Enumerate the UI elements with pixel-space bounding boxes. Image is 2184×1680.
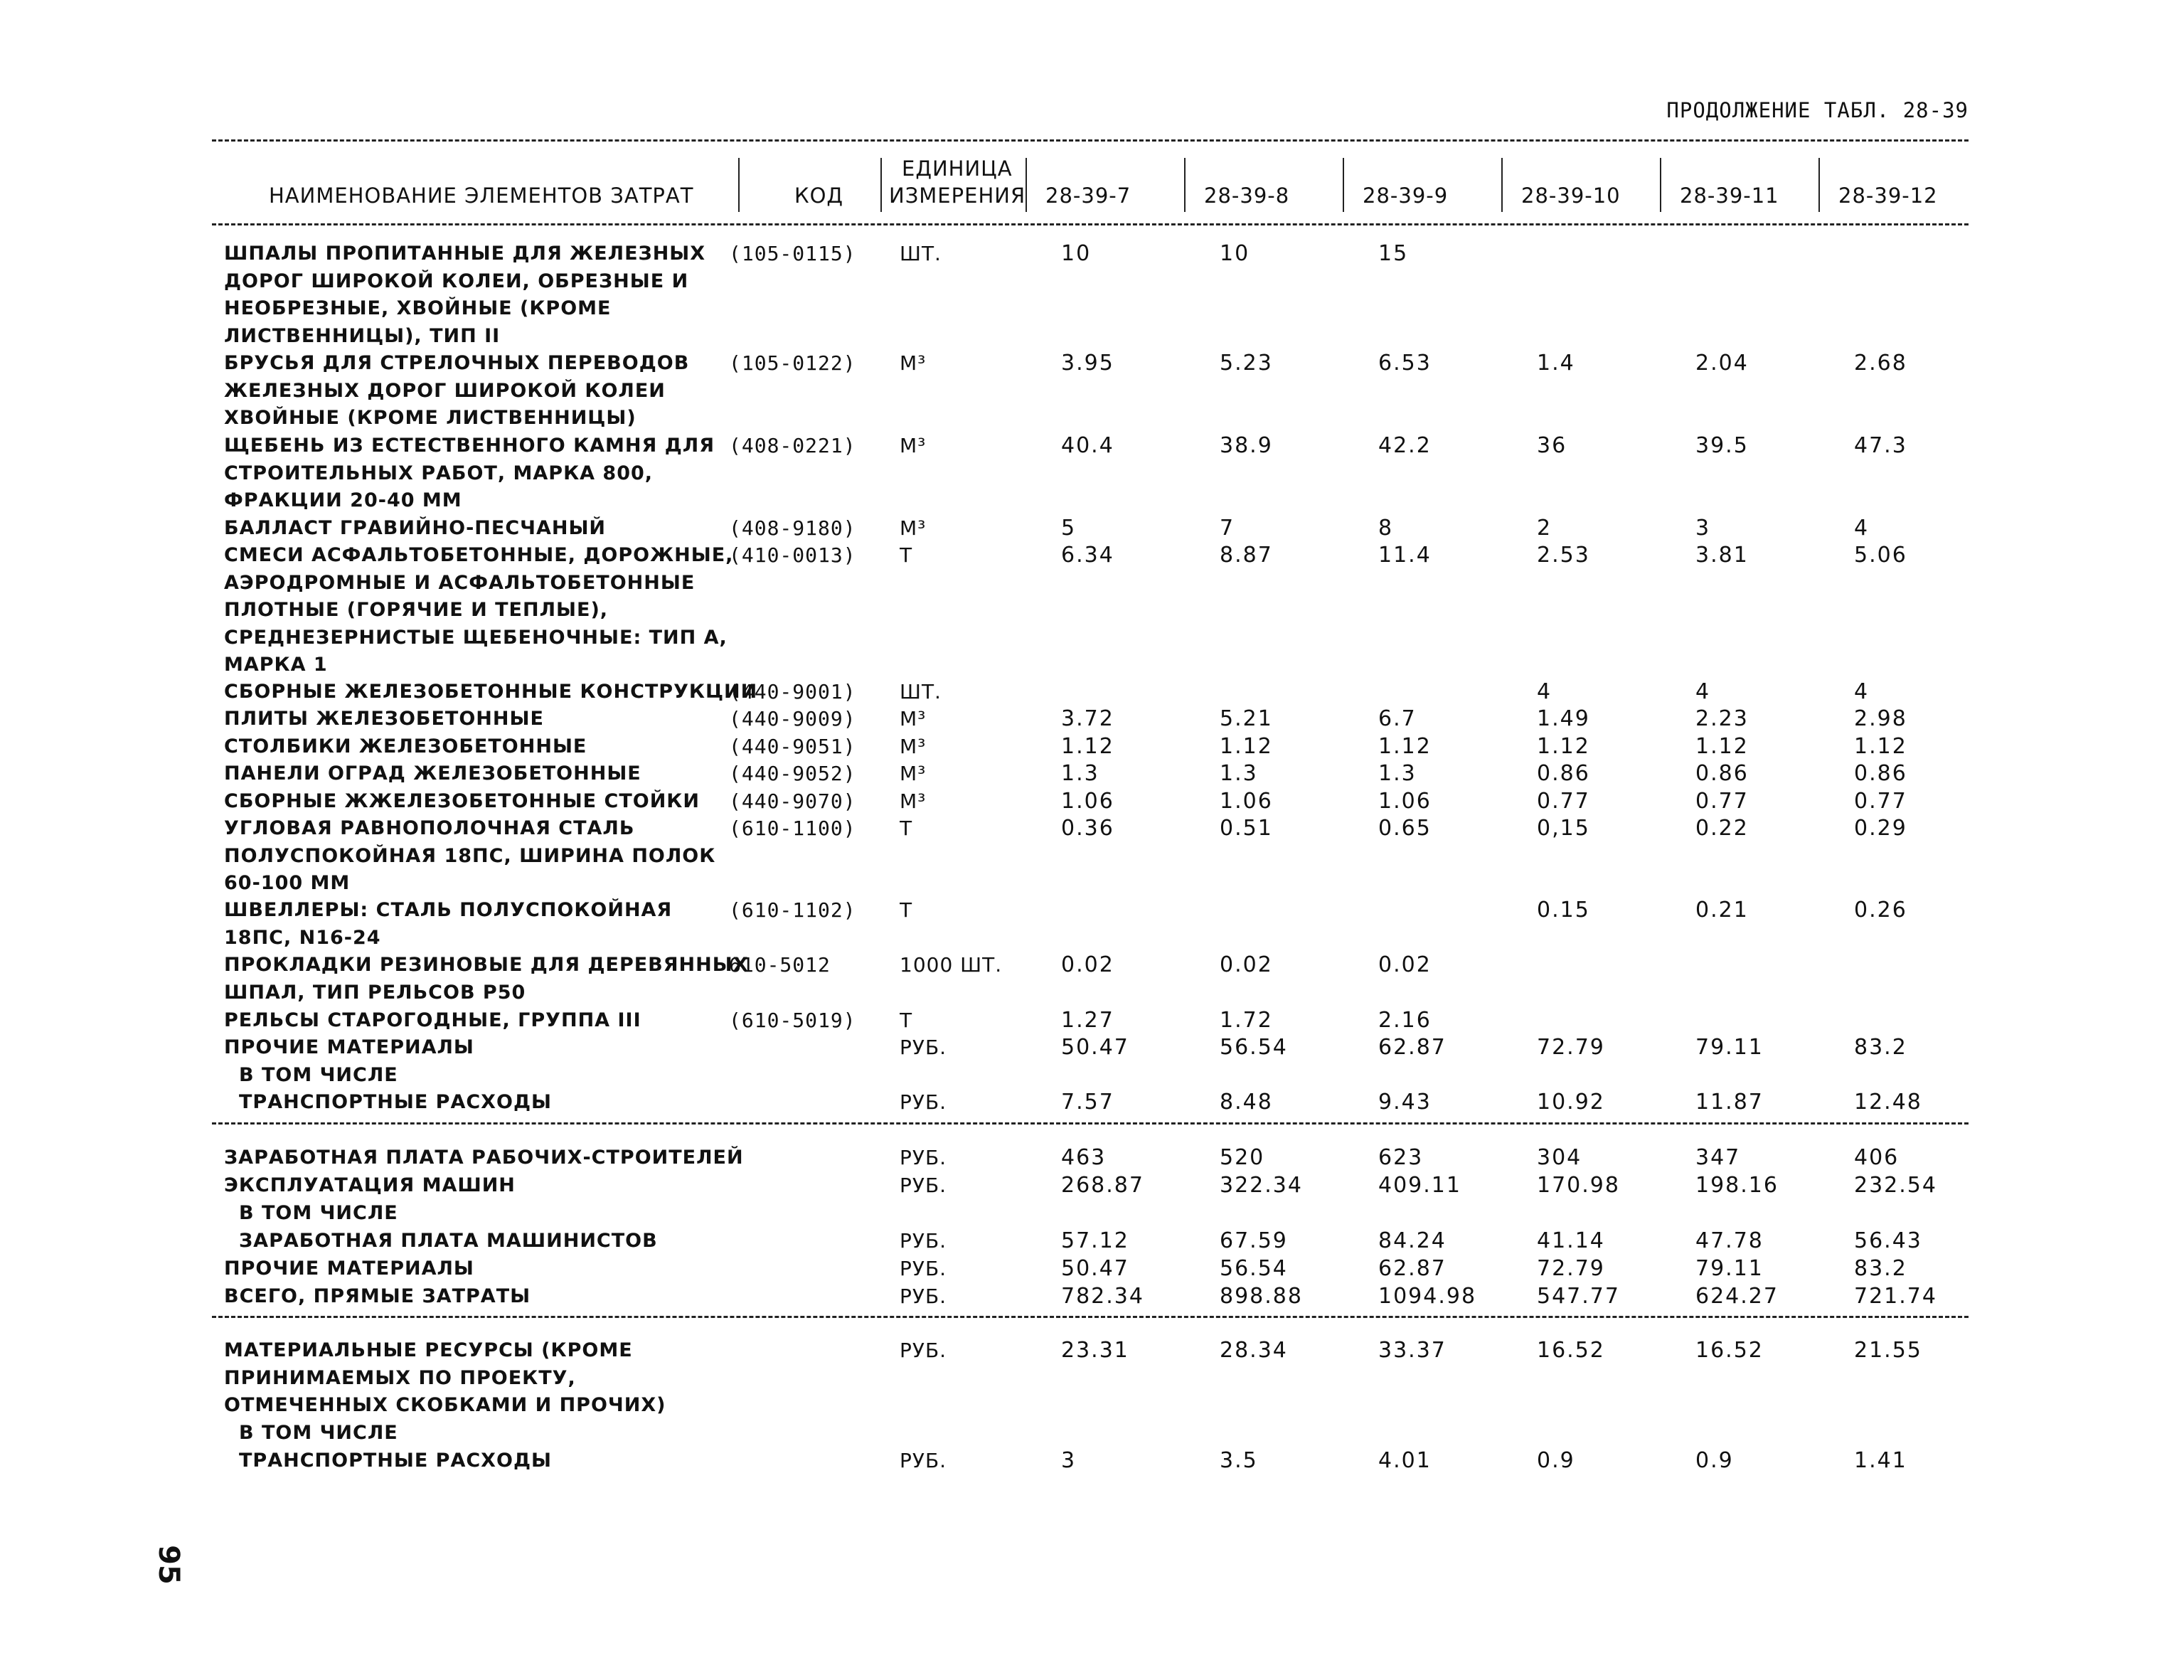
row-value: 547.77: [1537, 1284, 1620, 1309]
row-value: 1.41: [1854, 1448, 1907, 1473]
row-value: 7.57: [1061, 1090, 1114, 1115]
row-unit: М³: [900, 516, 927, 540]
section-rule: [212, 1122, 1969, 1125]
row-unit: М³: [900, 707, 927, 730]
row-value: 42.2: [1378, 433, 1432, 458]
row-value: 0.51: [1220, 816, 1273, 841]
row-unit: РУБ.: [900, 1339, 947, 1362]
row-value: 1.12: [1378, 734, 1432, 759]
row-value: 3: [1061, 1448, 1077, 1473]
row-unit: РУБ.: [900, 1090, 947, 1114]
row-value: 1.3: [1061, 761, 1099, 786]
row-code: (610-5019): [729, 1009, 856, 1032]
row-name: В ТОМ ЧИСЛЕ: [239, 1064, 398, 1086]
row-value: [1854, 1200, 1989, 1227]
row-value: 4: [1854, 679, 1870, 704]
row-value: 2.68: [1854, 351, 1907, 376]
row-name: СТОЛБИКИ ЖЕЛЕЗОБЕТОННЫЕ: [224, 735, 587, 757]
row-value: [1061, 1200, 1196, 1227]
row-value: 0.77: [1537, 789, 1590, 814]
header-bottom-rule: [212, 223, 1969, 225]
row-name: СБОРНЫЕ ЖЕЛЕЗОБЕТОННЫЕ КОНСТРУКЦИИ: [224, 681, 758, 703]
row-value: [1695, 240, 1831, 267]
row-value: 0.86: [1695, 761, 1749, 786]
row-value: 47.3: [1854, 433, 1907, 458]
row-value: [1378, 897, 1513, 924]
row-value: 304: [1537, 1145, 1582, 1170]
row-unit: РУБ.: [900, 1146, 947, 1169]
row-value: 2.53: [1537, 543, 1590, 568]
row-value: 4: [1854, 516, 1870, 541]
row-value: 56.54: [1220, 1256, 1288, 1281]
row-unit: РУБ.: [900, 1229, 947, 1253]
row-value: 9.43: [1378, 1090, 1432, 1115]
header-divider: [880, 158, 882, 212]
row-value: 0.86: [1854, 761, 1907, 786]
row-value: 84.24: [1378, 1228, 1447, 1253]
row-value: 1.12: [1220, 734, 1273, 759]
row-name: ПРОЧИЕ МАТЕРИАЛЫ: [224, 1036, 474, 1058]
header-divider: [1184, 158, 1186, 212]
row-value: 623: [1378, 1145, 1424, 1170]
row-code: (440-9070): [729, 790, 856, 813]
row-value: 56.54: [1220, 1035, 1288, 1060]
row-unit: РУБ.: [900, 1257, 947, 1280]
row-value: 0,15: [1537, 816, 1590, 841]
row-value: 520: [1220, 1145, 1265, 1170]
row-value: 898.88: [1220, 1284, 1303, 1309]
header-divider: [1026, 158, 1027, 212]
row-value: [1220, 1062, 1355, 1089]
row-name: ПРОКЛАДКИ РЕЗИНОВЫЕ ДЛЯ ДЕРЕВЯННЫХ ШПАЛ, ТИП РЕЛЬСОВ Р50: [224, 954, 749, 1004]
row-value: 0.36: [1061, 816, 1114, 841]
row-value: 198.16: [1695, 1173, 1779, 1198]
row-value: 47.78: [1695, 1228, 1764, 1253]
row-value: [1220, 897, 1355, 924]
row-value: 3.72: [1061, 706, 1114, 731]
header-divider: [1660, 158, 1661, 212]
row-value: [1378, 1200, 1513, 1227]
row-code: (610-1100): [729, 817, 856, 840]
row-value: 7: [1220, 516, 1235, 541]
row-name: ЩЕБЕНЬ ИЗ ЕСТЕСТВЕННОГО КАМНЯ ДЛЯ СТРОИТЕЛЬНЫХ РАБОТ, МАРКА 800, ФРАКЦИИ 20-40 ММ: [224, 435, 715, 511]
row-value: [1695, 1420, 1831, 1447]
row-value: [1695, 1200, 1831, 1227]
row-value: [1061, 1420, 1196, 1447]
row-value: 782.34: [1061, 1284, 1144, 1309]
row-value: 1.12: [1695, 734, 1749, 759]
row-code: [729, 1089, 893, 1116]
row-value: 3.5: [1220, 1448, 1258, 1473]
row-code: (105-0122): [729, 351, 856, 375]
row-code: (440-9001): [729, 680, 856, 703]
row-value: 0.77: [1854, 789, 1907, 814]
row-code: (440-9009): [729, 707, 856, 730]
row-value: [1061, 1062, 1196, 1089]
row-name: В ТОМ ЧИСЛЕ: [239, 1202, 398, 1224]
row-unit: М³: [900, 735, 927, 758]
row-value: 56.43: [1854, 1228, 1922, 1253]
row-name: УГЛОВАЯ РАВНОПОЛОЧНАЯ СТАЛЬ ПОЛУСПОКОЙНАЯ 18ПС, ШИРИНА ПОЛОК 60-100 ММ: [224, 817, 716, 894]
row-value: 347: [1695, 1145, 1741, 1170]
row-value: 38.9: [1220, 433, 1273, 458]
row-value: 12.48: [1854, 1090, 1922, 1115]
row-value: 0.15: [1537, 898, 1590, 923]
row-value: 15: [1378, 241, 1409, 266]
row-value: [1537, 1062, 1672, 1089]
row-value: 409.11: [1378, 1173, 1461, 1198]
row-value: 57.12: [1061, 1228, 1129, 1253]
row-value: [1854, 1007, 1989, 1034]
row-unit: [900, 1200, 1021, 1227]
row-value: 16.52: [1695, 1338, 1764, 1363]
row-value: [1854, 240, 1989, 267]
row-value: 4.01: [1378, 1448, 1432, 1473]
row-value: 11.4: [1378, 543, 1432, 568]
row-value: [1220, 1200, 1355, 1227]
row-value: [1220, 679, 1355, 706]
row-unit: ШТ.: [900, 680, 942, 703]
row-value: 3: [1695, 516, 1711, 541]
row-unit: ШТ.: [900, 242, 942, 265]
row-value: [1537, 952, 1672, 979]
row-code: 610-5012: [729, 953, 831, 977]
row-value: 8.48: [1220, 1090, 1273, 1115]
row-value: 1.06: [1378, 789, 1432, 814]
header-unit-line1: ЕДИНИЦА: [902, 156, 1013, 181]
row-unit: РУБ.: [900, 1036, 947, 1059]
row-value: [1695, 1007, 1831, 1034]
row-name: ПАНЕЛИ ОГРАД ЖЕЛЕЗОБЕТОННЫЕ: [224, 762, 641, 785]
row-name: ШВЕЛЛЕРЫ: СТАЛЬ ПОЛУСПОКОЙНАЯ 18ПС, N16-24: [224, 899, 673, 949]
row-name: МАТЕРИАЛЬНЫЕ РЕСУРСЫ (КРОМЕ ПРИНИМАЕМЫХ ПО ПРОЕКТУ, ОТМЕЧЕННЫХ СКОБКАМИ И ПРОЧИХ): [224, 1339, 666, 1416]
row-unit: Т: [900, 817, 913, 840]
row-value: [1378, 679, 1513, 706]
row-value: 406: [1854, 1145, 1900, 1170]
row-value: 463: [1061, 1145, 1107, 1170]
row-value: 0.29: [1854, 816, 1907, 841]
row-value: 28.34: [1220, 1338, 1288, 1363]
row-value: 1.3: [1378, 761, 1417, 786]
header-divider: [1343, 158, 1344, 212]
row-unit: Т: [900, 1009, 913, 1032]
row-value: 79.11: [1695, 1035, 1764, 1060]
row-value: [1537, 1200, 1672, 1227]
row-value: [1537, 240, 1672, 267]
row-value: 72.79: [1537, 1256, 1605, 1281]
header-col-6: 28-39-12: [1838, 184, 1938, 208]
row-value: [1854, 1420, 1989, 1447]
row-value: 16.52: [1537, 1338, 1605, 1363]
row-value: 1.4: [1537, 351, 1575, 376]
row-value: 5: [1061, 516, 1077, 541]
row-value: [1537, 1420, 1672, 1447]
row-value: 4: [1695, 679, 1711, 704]
row-value: [1220, 1420, 1355, 1447]
row-value: 0.21: [1695, 898, 1749, 923]
row-unit: РУБ.: [900, 1285, 947, 1308]
header-divider: [1501, 158, 1503, 212]
row-value: 8: [1378, 516, 1394, 541]
row-value: 11.87: [1695, 1090, 1764, 1115]
row-value: 2.23: [1695, 706, 1749, 731]
header-top-rule: [212, 139, 1969, 142]
row-value: 40.4: [1061, 433, 1114, 458]
row-code: (408-9180): [729, 516, 856, 540]
header-unit-line2: ИЗМЕРЕНИЯ: [889, 184, 1026, 208]
row-value: 0.02: [1378, 952, 1432, 977]
row-value: 10: [1220, 241, 1250, 266]
row-value: 2.98: [1854, 706, 1907, 731]
row-value: 1.27: [1061, 1008, 1114, 1033]
row-unit: М³: [900, 762, 927, 785]
row-code: (408-0221): [729, 434, 856, 457]
row-unit: [900, 1062, 1021, 1089]
continuation-title: ПРОДОЛЖЕНИЕ ТАБЛ. 28-39: [1666, 98, 1969, 122]
row-value: 1.12: [1537, 734, 1590, 759]
row-value: 50.47: [1061, 1035, 1129, 1060]
row-value: 62.87: [1378, 1256, 1447, 1281]
row-unit: Т: [900, 543, 913, 567]
header-name: НАИМЕНОВАНИЕ ЭЛЕМЕНТОВ ЗАТРАТ: [269, 184, 694, 208]
row-value: 721.74: [1854, 1284, 1937, 1309]
row-value: [1537, 1007, 1672, 1034]
row-value: [1061, 897, 1196, 924]
row-value: 62.87: [1378, 1035, 1447, 1060]
row-value: 1.49: [1537, 706, 1590, 731]
row-value: 0.26: [1854, 898, 1907, 923]
row-value: 0.02: [1061, 952, 1114, 977]
row-name: В ТОМ ЧИСЛЕ: [239, 1422, 398, 1444]
row-value: 79.11: [1695, 1256, 1764, 1281]
row-name: ПЛИТЫ ЖЕЛЕЗОБЕТОННЫЕ: [224, 708, 544, 730]
row-name: ЭКСПЛУАТАЦИЯ МАШИН: [224, 1174, 516, 1196]
row-value: 1.12: [1854, 734, 1907, 759]
row-value: 624.27: [1695, 1284, 1779, 1309]
row-name: БАЛЛАСТ ГРАВИЙНО-ПЕСЧАНЫЙ: [224, 517, 607, 539]
row-name: ТРАНСПОРТНЫЕ РАСХОДЫ: [239, 1091, 552, 1113]
row-value: 6.7: [1378, 706, 1417, 731]
row-value: 1.06: [1220, 789, 1273, 814]
row-name: ПРОЧИЕ МАТЕРИАЛЫ: [224, 1258, 474, 1280]
row-value: 3.95: [1061, 351, 1114, 376]
row-code: (410-0013): [729, 543, 856, 567]
row-value: 2: [1537, 516, 1552, 541]
row-value: 4: [1537, 679, 1552, 704]
row-name: ШПАЛЫ ПРОПИТАННЫЕ ДЛЯ ЖЕЛЕЗНЫХ ДОРОГ ШИРОКОЙ КОЛЕИ, ОБРЕЗНЫЕ И НЕОБРЕЗНЫЕ, ХВОЙНЫЕ (КРОМЕ ЛИСТВЕННИЦЫ), ТИП II: [224, 243, 706, 347]
row-code: [729, 1062, 893, 1089]
row-value: 322.34: [1220, 1173, 1303, 1198]
row-value: 3.81: [1695, 543, 1749, 568]
row-value: 0.77: [1695, 789, 1749, 814]
row-value: 0.02: [1220, 952, 1273, 977]
row-value: [1378, 1420, 1513, 1447]
row-code: (440-9052): [729, 762, 856, 785]
row-value: [1854, 1062, 1989, 1089]
row-value: [1061, 679, 1196, 706]
row-name: СМЕСИ АСФАЛЬТОБЕТОННЫЕ, ДОРОЖНЫЕ, АЭРОДРОМНЫЕ И АСФАЛЬТОБЕТОННЫЕ ПЛОТНЫЕ (ГОРЯЧИЕ И ТЕПЛЫЕ), СРЕДНЕЗЕРНИСТЫЕ ЩЕБЕНОЧНЫЕ: ТИП А, МАРКА 1: [224, 544, 734, 676]
header-divider: [1818, 158, 1820, 212]
row-value: 39.5: [1695, 433, 1749, 458]
row-code: (440-9051): [729, 735, 856, 758]
row-value: [1695, 952, 1831, 979]
row-value: 1.06: [1061, 789, 1114, 814]
row-value: 1.72: [1220, 1008, 1273, 1033]
row-value: 33.37: [1378, 1338, 1447, 1363]
row-value: 21.55: [1854, 1338, 1922, 1363]
header-col-2: 28-39-8: [1204, 184, 1290, 208]
row-value: 6.53: [1378, 351, 1432, 376]
row-value: 10.92: [1537, 1090, 1605, 1115]
row-value: 2.16: [1378, 1008, 1432, 1033]
header-divider: [738, 158, 740, 212]
row-value: 5.06: [1854, 543, 1907, 568]
row-unit: РУБ.: [900, 1174, 947, 1197]
row-value: 5.21: [1220, 706, 1273, 731]
row-value: 0.22: [1695, 816, 1749, 841]
row-value: 6.34: [1061, 543, 1114, 568]
row-name: ВСЕГО, ПРЯМЫЕ ЗАТРАТЫ: [224, 1285, 531, 1307]
row-value: 67.59: [1220, 1228, 1288, 1253]
row-value: 41.14: [1537, 1228, 1605, 1253]
row-name: СБОРНЫЕ ЖЖЕЛЕЗОБЕТОННЫЕ СТОЙКИ: [224, 790, 700, 812]
header-col-3: 28-39-9: [1363, 184, 1449, 208]
row-name: БРУСЬЯ ДЛЯ СТРЕЛОЧНЫХ ПЕРЕВОДОВ ЖЕЛЕЗНЫХ ДОРОГ ШИРОКОЙ КОЛЕИ ХВОЙНЫЕ (КРОМЕ ЛИСТВЕННИЦЫ): [224, 352, 690, 429]
row-code: (610-1102): [729, 898, 856, 922]
row-unit: М³: [900, 790, 927, 813]
row-value: 170.98: [1537, 1173, 1620, 1198]
row-value: 5.23: [1220, 351, 1273, 376]
row-value: 50.47: [1061, 1256, 1129, 1281]
row-name: РЕЛЬСЫ СТАРОГОДНЫЕ, ГРУППА III: [224, 1009, 641, 1031]
row-unit: [900, 1420, 1021, 1447]
row-value: 0.65: [1378, 816, 1432, 841]
header-col-5: 28-39-11: [1680, 184, 1779, 208]
row-unit: М³: [900, 434, 927, 457]
row-unit: Т: [900, 898, 913, 922]
row-value: 83.2: [1854, 1256, 1907, 1281]
page-number: 95: [152, 1545, 185, 1585]
row-value: 268.87: [1061, 1173, 1144, 1198]
header-col-4: 28-39-10: [1521, 184, 1621, 208]
row-code: [729, 1034, 893, 1061]
row-code: (105-0115): [729, 242, 856, 265]
row-name: ЗАРАБОТНАЯ ПЛАТА РАБОЧИХ-СТРОИТЕЛЕЙ: [224, 1147, 744, 1169]
row-unit: М³: [900, 351, 927, 375]
row-value: 1094.98: [1378, 1284, 1477, 1309]
row-value: [1695, 1062, 1831, 1089]
header-col-1: 28-39-7: [1045, 184, 1131, 208]
row-value: 1.12: [1061, 734, 1114, 759]
row-value: 72.79: [1537, 1035, 1605, 1060]
row-value: 0.86: [1537, 761, 1590, 786]
row-value: 10: [1061, 241, 1092, 266]
row-value: [1854, 952, 1989, 979]
row-unit: РУБ.: [900, 1449, 947, 1472]
row-value: 8.87: [1220, 543, 1273, 568]
section-rule: [212, 1316, 1969, 1318]
header-code: КОД: [794, 184, 844, 208]
row-value: 23.31: [1061, 1338, 1129, 1363]
row-value: 83.2: [1854, 1035, 1907, 1060]
row-name: ЗАРАБОТНАЯ ПЛАТА МАШИНИСТОВ: [239, 1230, 658, 1252]
row-value: [1378, 1062, 1513, 1089]
row-unit: 1000 ШТ.: [900, 953, 1003, 977]
row-value: 0.9: [1537, 1448, 1575, 1473]
row-value: 36: [1537, 433, 1567, 458]
row-value: 2.04: [1695, 351, 1749, 376]
row-value: 0.9: [1695, 1448, 1734, 1473]
row-value: 232.54: [1854, 1173, 1937, 1198]
row-name: ТРАНСПОРТНЫЕ РАСХОДЫ: [239, 1450, 552, 1472]
row-value: 1.3: [1220, 761, 1258, 786]
